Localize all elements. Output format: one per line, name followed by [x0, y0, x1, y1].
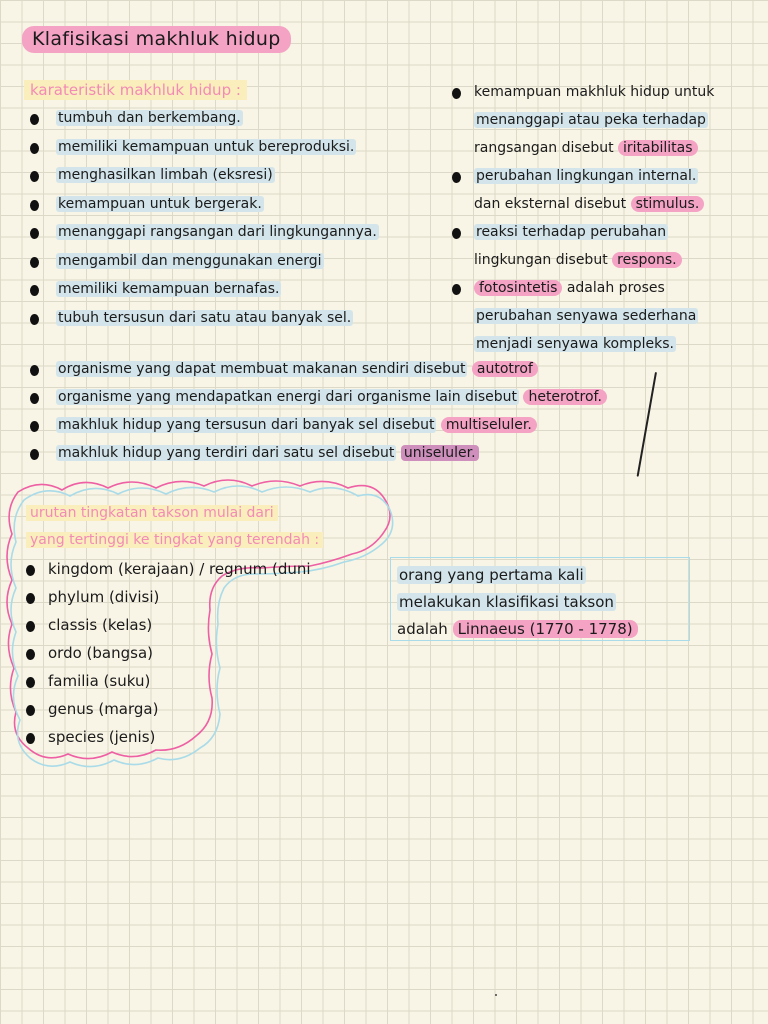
term-highlight: stimulus.	[631, 196, 705, 212]
definition-line: reaksi terhadap perubahan	[476, 224, 667, 240]
list-item	[22, 668, 311, 696]
list-item-text: memiliki kemampuan untuk bereproduksi.	[58, 138, 355, 155]
list-item	[24, 135, 379, 164]
list-item-text: makhluk hidup yang terdiri dari satu sel disebut	[58, 445, 395, 461]
list-item-text: organisme yang mendapatkan energi dari organisme lain disebut	[58, 389, 517, 405]
list-item	[24, 192, 379, 221]
list-item-text: familia (suku)	[48, 672, 151, 690]
list-item-text: memiliki kemampuan bernafas.	[58, 281, 280, 297]
bullet-icon	[30, 171, 39, 182]
bullet-icon	[452, 284, 461, 295]
taxon-heading-line: yang tertinggi ke tingkat yang terendah :	[26, 532, 323, 548]
list-item	[24, 356, 607, 384]
list-item	[22, 696, 311, 724]
bullet-icon	[30, 228, 39, 239]
page-title: Klafisikasi makhluk hidup	[22, 26, 291, 53]
term-highlight: uniseluler.	[401, 445, 479, 461]
list-item-text: makhluk hidup yang tersusun dari banyak sel disebut	[58, 417, 435, 433]
definition-response	[448, 218, 768, 274]
list-item	[22, 640, 311, 668]
list-item	[22, 724, 311, 752]
bullet-icon	[26, 621, 35, 632]
bullet-icon	[452, 88, 461, 99]
list-item-text: organisme yang dapat membuat makanan sendiri disebut	[58, 361, 466, 377]
linnaeus-line: adalah	[397, 620, 448, 638]
definition-line: adalah proses	[566, 280, 665, 296]
list-item	[22, 612, 311, 640]
bullet-icon	[30, 114, 39, 125]
stray-dot	[495, 994, 497, 996]
linnaeus-line: orang yang pertama kali	[399, 566, 584, 584]
term-highlight: autotrof	[472, 361, 538, 377]
bullet-icon	[26, 593, 35, 604]
taxon-heading-line: urutan tingkatan takson mulai dari	[26, 505, 278, 521]
bullet-icon	[30, 285, 39, 296]
characteristics-heading: karateristik makhluk hidup :	[24, 80, 247, 100]
list-item	[24, 440, 607, 468]
definition-line: perubahan senyawa sederhana	[476, 308, 697, 324]
list-item-text: ordo (bangsa)	[48, 644, 153, 662]
bullet-icon	[26, 677, 35, 688]
definition-irritability	[448, 78, 768, 162]
term-highlight: multiseluler.	[441, 417, 537, 433]
linnaeus-box	[390, 557, 690, 641]
organisms-list	[24, 356, 607, 468]
list-item	[24, 384, 607, 412]
bullet-icon	[30, 143, 39, 154]
list-item	[24, 306, 379, 335]
bullet-icon	[30, 200, 39, 211]
list-item-text: menghasilkan limbah (eksresi)	[58, 167, 273, 183]
list-item	[22, 584, 311, 612]
list-item-text: kemampuan untuk bergerak.	[58, 195, 262, 212]
definition-line: rangsangan disebut	[474, 140, 614, 156]
list-item-text: tubuh tersusun dari satu atau banyak sel.	[58, 309, 352, 326]
bullet-icon	[26, 705, 35, 716]
list-item	[24, 277, 379, 306]
term-highlight: respons.	[612, 252, 681, 268]
taxon-heading	[26, 500, 323, 554]
list-item-text: menanggapi rangsangan dari lingkungannya.	[58, 224, 377, 240]
bullet-icon	[30, 314, 39, 325]
list-item	[24, 249, 379, 278]
list-item-text: kingdom (kerajaan) / regnum (duni	[48, 560, 311, 578]
characteristics-list	[24, 106, 379, 334]
definition-line: dan eksternal disebut	[474, 196, 627, 212]
bullet-icon	[26, 649, 35, 660]
list-item-text: mengambil dan menggunakan energi	[58, 252, 322, 269]
bullet-icon	[30, 449, 39, 460]
definition-photosynthesis	[448, 274, 768, 358]
bullet-icon	[30, 365, 39, 376]
list-item	[24, 220, 379, 249]
list-item	[24, 412, 607, 440]
list-item-text: classis (kelas)	[48, 616, 153, 634]
list-item	[24, 163, 379, 192]
linnaeus-line: melakukan klasifikasi takson	[399, 593, 614, 611]
bullet-icon	[30, 421, 39, 432]
definition-line: menanggapi atau peka terhadap	[476, 112, 706, 128]
definition-stimulus	[448, 162, 768, 218]
term-highlight: heterotrof.	[523, 389, 606, 405]
taxon-list	[22, 556, 311, 752]
list-item-text: tumbuh dan berkembang.	[58, 110, 241, 126]
linnaeus-name: Linnaeus (1770 - 1778)	[453, 620, 638, 638]
list-item	[24, 106, 379, 135]
definition-line: menjadi senyawa kompleks.	[476, 336, 674, 352]
bullet-icon	[30, 393, 39, 404]
definition-line: perubahan lingkungan internal.	[476, 168, 697, 184]
definitions-list	[448, 78, 768, 358]
definition-line: lingkungan disebut	[474, 252, 608, 268]
list-item-text: phylum (divisi)	[48, 588, 160, 606]
bullet-icon	[452, 172, 461, 183]
list-item-text: species (jenis)	[48, 728, 156, 746]
term-highlight: iritabilitas	[618, 140, 698, 156]
bullet-icon	[26, 733, 35, 744]
term-highlight: fotosintetis	[474, 280, 562, 296]
bullet-icon	[26, 565, 35, 576]
list-item	[22, 556, 311, 584]
pen-stroke	[637, 372, 657, 477]
bullet-icon	[452, 228, 461, 239]
list-item-text: genus (marga)	[48, 700, 159, 718]
definition-line: kemampuan makhluk hidup untuk	[474, 84, 715, 100]
bullet-icon	[30, 257, 39, 268]
